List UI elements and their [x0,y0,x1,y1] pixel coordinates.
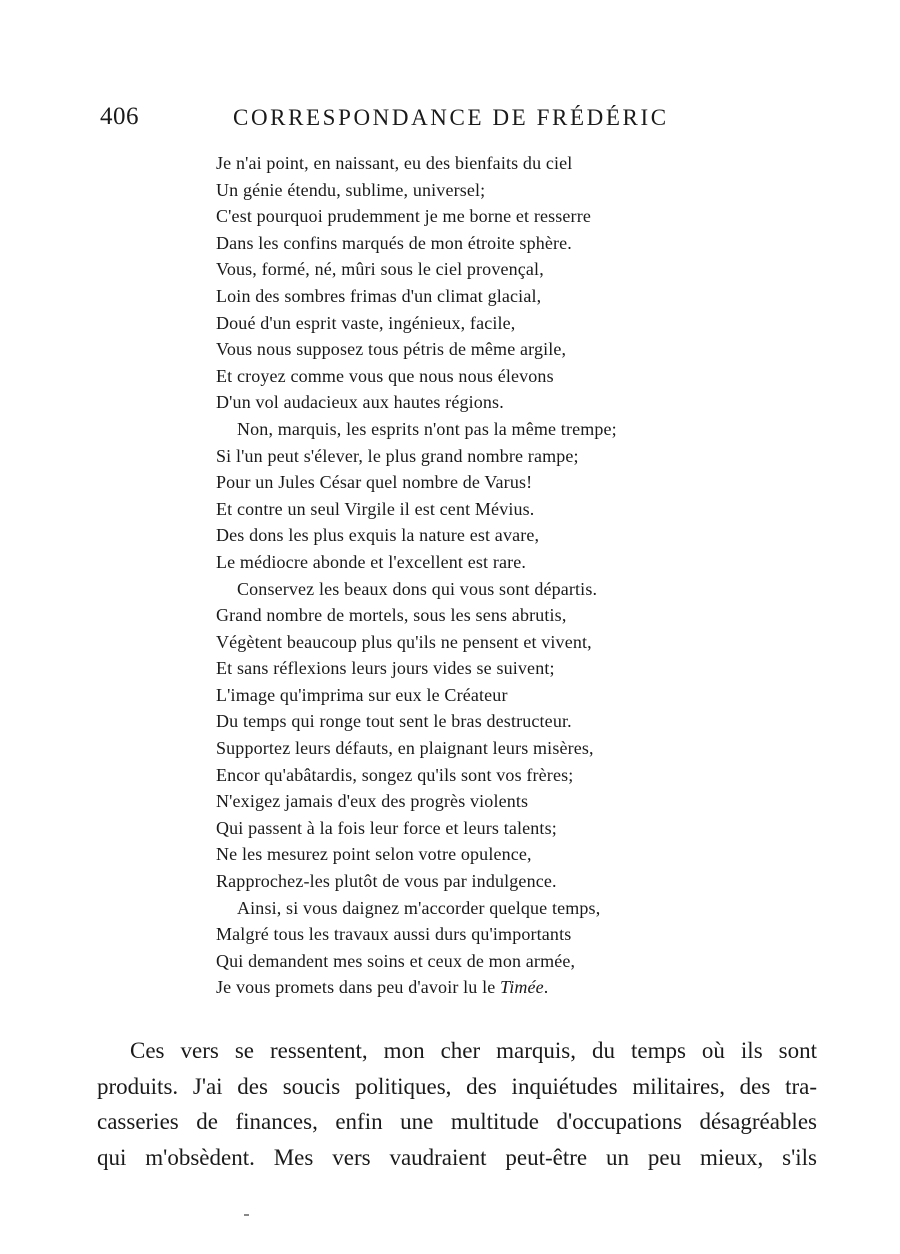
prose-line: qui m'obsèdent. Mes vers vaudraient peut-être un peu mieux, s'ils [97,1144,817,1170]
running-head [100,103,720,135]
verse-line: Qui demandent mes soins et ceux de mon armée, [216,950,576,971]
verse-line: Qui passent à la fois leur force et leurs talents; [216,817,557,838]
verse-line: Doué d'un esprit vaste, ingénieux, facile, [216,312,516,333]
verse-line: Pour un Jules César quel nombre de Varus! [216,472,533,493]
verse-line: Du temps qui ronge tout sent le bras destructeur. [216,711,572,732]
verse-line: Vous nous supposez tous pétris de même argile, [216,339,567,360]
verse-punctuation: . [543,977,549,998]
verse-line: Et contre un seul Virgile il est cent Mévius. [216,498,535,519]
verse-line-stanza-start: Ainsi, si vous daignez m'accorder quelque temps, [237,897,601,918]
verse-line: Grand nombre de mortels, sous les sens abrutis, [216,605,567,626]
verse-line: Ne les mesurez point selon votre opulence, [216,844,532,865]
page-number: 406 [100,103,139,130]
verse-line: Loin des sombres frimas d'un climat glacial, [216,285,542,306]
verse-line-last [216,974,736,1001]
verse-line: Encor qu'abâtardis, songez qu'ils sont vos frères; [216,764,574,785]
verse-text: Je vous promets dans peu d'avoir lu le [216,977,501,998]
running-title: CORRESPONDANCE DE FRÉDÉRIC [233,105,669,130]
verse-line: Rapprochez-les plutôt de vous par indulgence. [216,871,557,892]
verse-line: Végètent beaucoup plus qu'ils ne pensent et vivent, [216,631,592,652]
verse-line: L'image qu'imprima sur eux le Créateur [216,684,508,705]
verse-line: Supportez leurs défauts, en plaignant leurs misères, [216,738,594,759]
verse-line: D'un vol audacieux aux hautes régions. [216,392,504,413]
verse-line: N'exigez jamais d'eux des progrès violents [216,791,529,812]
verse-line: Vous, formé, né, mûri sous le ciel provençal, [216,259,544,280]
verse-line: Malgré tous les travaux aussi durs qu'importants [216,924,572,945]
verse-line: C'est pourquoi prudemment je me borne et resserre [216,206,591,227]
verse-line: Et croyez comme vous que nous nous élevons [216,365,554,386]
poem [216,150,736,1001]
verse-line-stanza-start: Non, marquis, les esprits n'ont pas la même trempe; [237,418,617,439]
prose-line: Ces vers se ressentent, mon cher marquis, du temps où ils sont [130,1038,817,1063]
verse-line-stanza-start: Conservez les beaux dons qui vous sont départis. [237,578,598,599]
verse-line: Dans les confins marqués de mon étroite sphère. [216,232,572,253]
verse-line: Un génie étendu, sublime, universel; [216,179,486,200]
verse-line: Je n'ai point, en naissant, eu des bienfaits du ciel [216,153,573,173]
prose-paragraph [97,1033,817,1175]
verse-line: Des dons les plus exquis la nature est avare, [216,525,540,546]
work-title-timee: Timée [500,977,544,998]
verse-line: Le médiocre abonde et l'excellent est rare. [216,551,527,572]
verse-line: Et sans réflexions leurs jours vides se suivent; [216,658,555,679]
prose-line: produits. J'ai des soucis politiques, des inquiétudes militaires, des tra- [97,1073,817,1099]
verse-line: Si l'un peut s'élever, le plus grand nombre rampe; [216,445,579,466]
prose-line: casseries de finances, enfin une multitude d'occupations désagréables [97,1109,817,1134]
print-speck [244,1214,249,1216]
